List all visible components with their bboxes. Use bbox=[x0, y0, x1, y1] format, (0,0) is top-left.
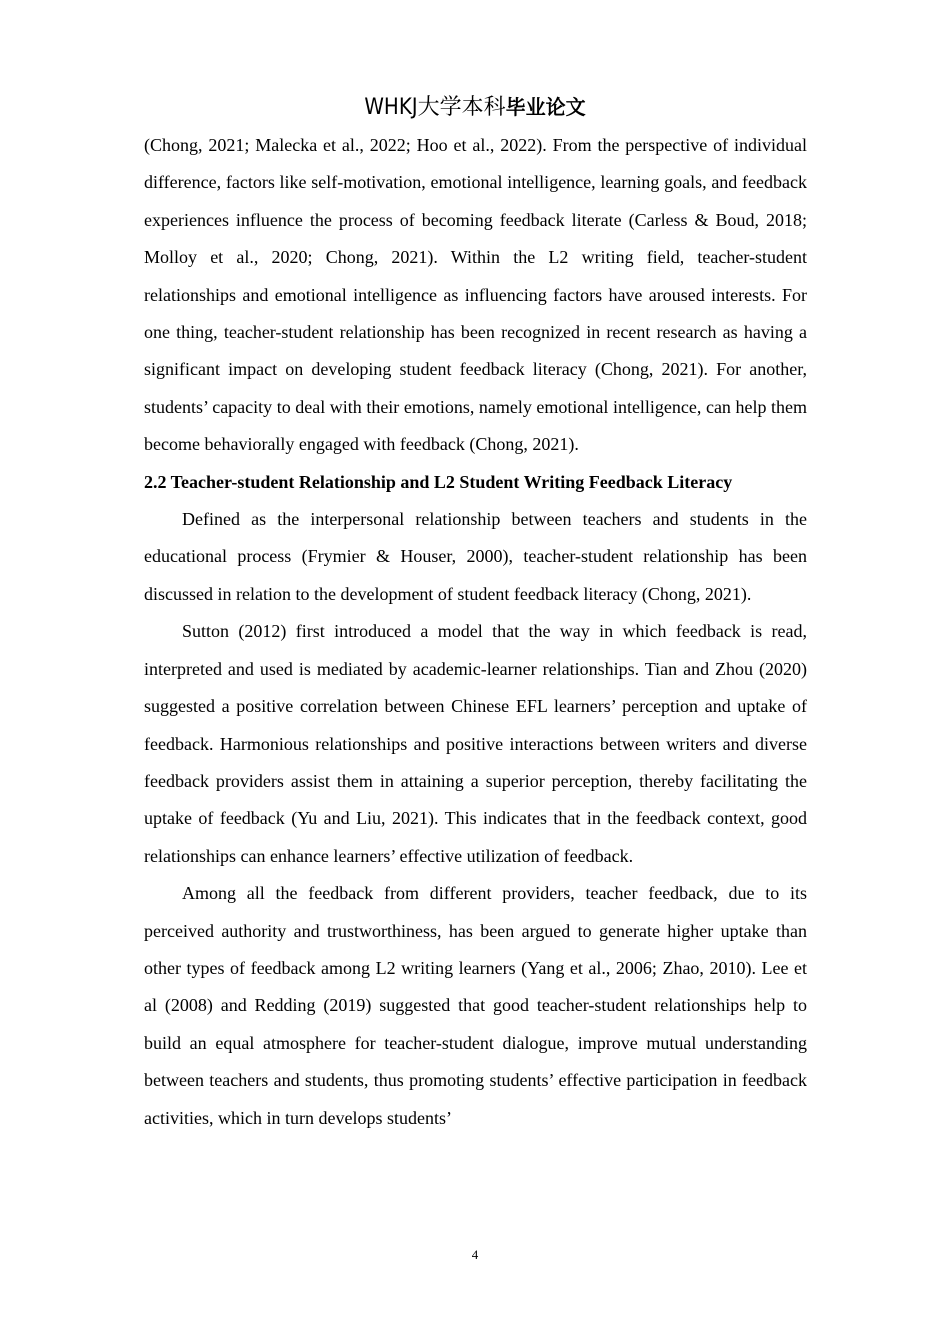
header-title-bold: 毕业论文 bbox=[505, 95, 586, 119]
paragraph-continued: (Chong, 2021; Malecka et al., 2022; Hoo et al., 2022). From the perspective of individual difference, factors like self-motivation, emotional intelligence, learning goals, and feedback experiences influence the process of becoming feedback literate (Carless & Boud, 2018; Molloy et al., 2020; Chong, 2021). Within the L2 writing field, teacher-student relationships and emotional intelligence as influencing factors have aroused interests. For one thing, teacher-student relationship has been recognized in recent research as having a significant impact on developing student feedback literacy (Chong, 2021). For another, students’ capacity to deal with their emotions, namely emotional intelligence, can help them become behaviorally engaged with feedback (Chong, 2021). bbox=[144, 135, 807, 455]
header-title-latin: WHKJ大学本科 bbox=[364, 95, 506, 120]
paragraph: Defined as the interpersonal relationship between teachers and students in the educational process (Frymier & Houser, 2000), teacher-student relationship has been discussed in relation to the development of student feedback literacy (Chong, 2021). bbox=[144, 509, 807, 604]
page-number: 4 bbox=[471, 1247, 479, 1262]
paragraph: Among all the feedback from different providers, teacher feedback, due to its perceived authority and trustworthiness, has been argued to generate higher uptake than other types of feedback among L2 writing learners (Yang et al., 2006; Zhao, 2010). Lee et al (2008) and Redding (2019) suggested that good teacher-student relationships help to build an equal atmosphere for teacher-student dialogue, improve mutual understanding between teachers and students, thus promoting students’ effective participation in feedback activities, which in turn develops students’ bbox=[144, 883, 807, 1128]
section-heading: 2.2 Teacher-student Relationship and L2 Student Writing Feedback Literacy bbox=[144, 471, 733, 492]
running-header bbox=[0, 92, 950, 123]
body-text bbox=[144, 127, 807, 1137]
paragraph: Sutton (2012) first introduced a model that the way in which feedback is read, interpreted and used is mediated by academic-learner relationships. Tian and Zhou (2020) suggested a positive correlation between Chinese EFL learners’ perception and uptake of feedback. Harmonious relationships and positive interactions between writers and diverse feedback providers assist them in attaining a superior perception, thereby facilitating the uptake of feedback (Yu and Liu, 2021). This indicates that in the feedback context, good relationships can enhance learners’ effective utilization of feedback. bbox=[144, 621, 807, 866]
